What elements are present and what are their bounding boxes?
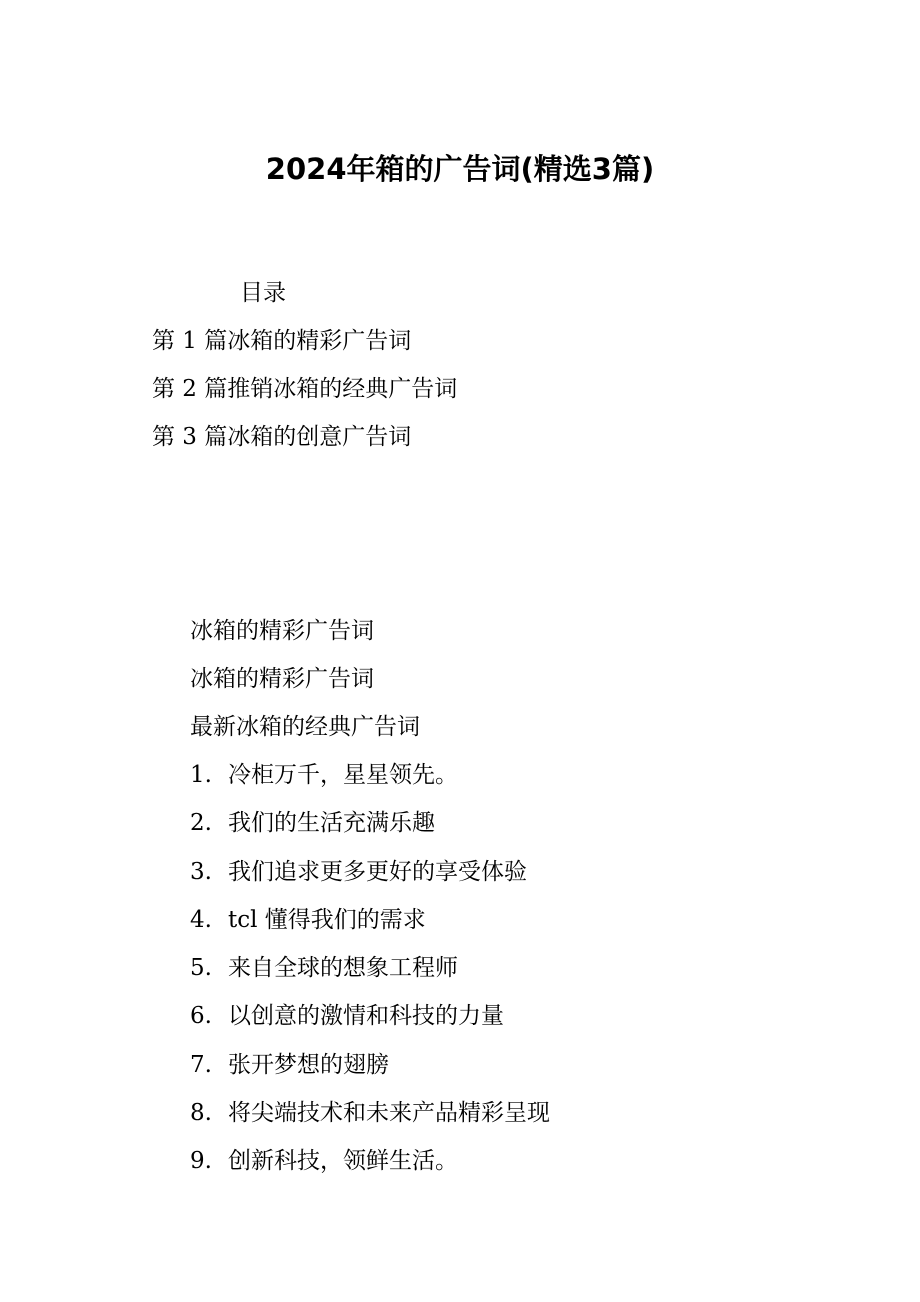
section-subheading: 冰箱的精彩广告词 [190,666,374,692]
list-item-text: tcl 懂得我们的需求 [228,906,426,933]
list-item [190,1048,550,1096]
section-headings [190,614,420,758]
list-item-text: 我们追求更多更好的享受体验 [228,858,527,885]
list-item-number: 5. [190,955,212,982]
toc-item[interactable]: 第 1 篇冰箱的精彩广告词 [152,328,412,354]
list-item [190,758,550,806]
list-item-number: 2. [190,810,212,837]
list-item-text: 来自全球的想象工程师 [228,955,458,982]
document-title: 2024年箱的广告词(精选3篇) [265,152,655,186]
list-item-text: 我们的生活充满乐趣 [228,810,435,837]
list-item [190,855,550,903]
list-item-number: 8. [190,1100,212,1127]
list-item-number: 4. [190,906,212,933]
toc-heading: 目录 [240,280,286,306]
list-item [190,903,550,951]
list-item-text: 以创意的激情和科技的力量 [228,1003,504,1030]
list-item-text: 张开梦想的翅膀 [228,1051,389,1078]
list-item [190,1096,550,1144]
list-item-number: 9. [190,1148,212,1175]
list-item [190,999,550,1047]
section-heading: 冰箱的精彩广告词 [190,618,374,644]
toc-item[interactable]: 第 2 篇推销冰箱的经典广告词 [152,376,458,402]
list-item-number: 3. [190,858,212,885]
list-item-text: 将尖端技术和未来产品精彩呈现 [228,1100,550,1127]
list-item-text: 冷柜万千，星星领先。 [228,762,458,788]
list-item [190,951,550,999]
list-item [190,1144,550,1192]
list-item [190,806,550,854]
list-item-number: 6. [190,1003,212,1030]
table-of-contents [152,324,457,468]
list-item-number: 7. [190,1051,212,1078]
list-item-number: 1. [190,762,212,788]
slogan-list [190,758,550,1193]
list-item-text: 创新科技，领鲜生活。 [228,1148,458,1175]
section-intro: 最新冰箱的经典广告词 [190,714,420,740]
toc-item[interactable]: 第 3 篇冰箱的创意广告词 [152,424,412,450]
